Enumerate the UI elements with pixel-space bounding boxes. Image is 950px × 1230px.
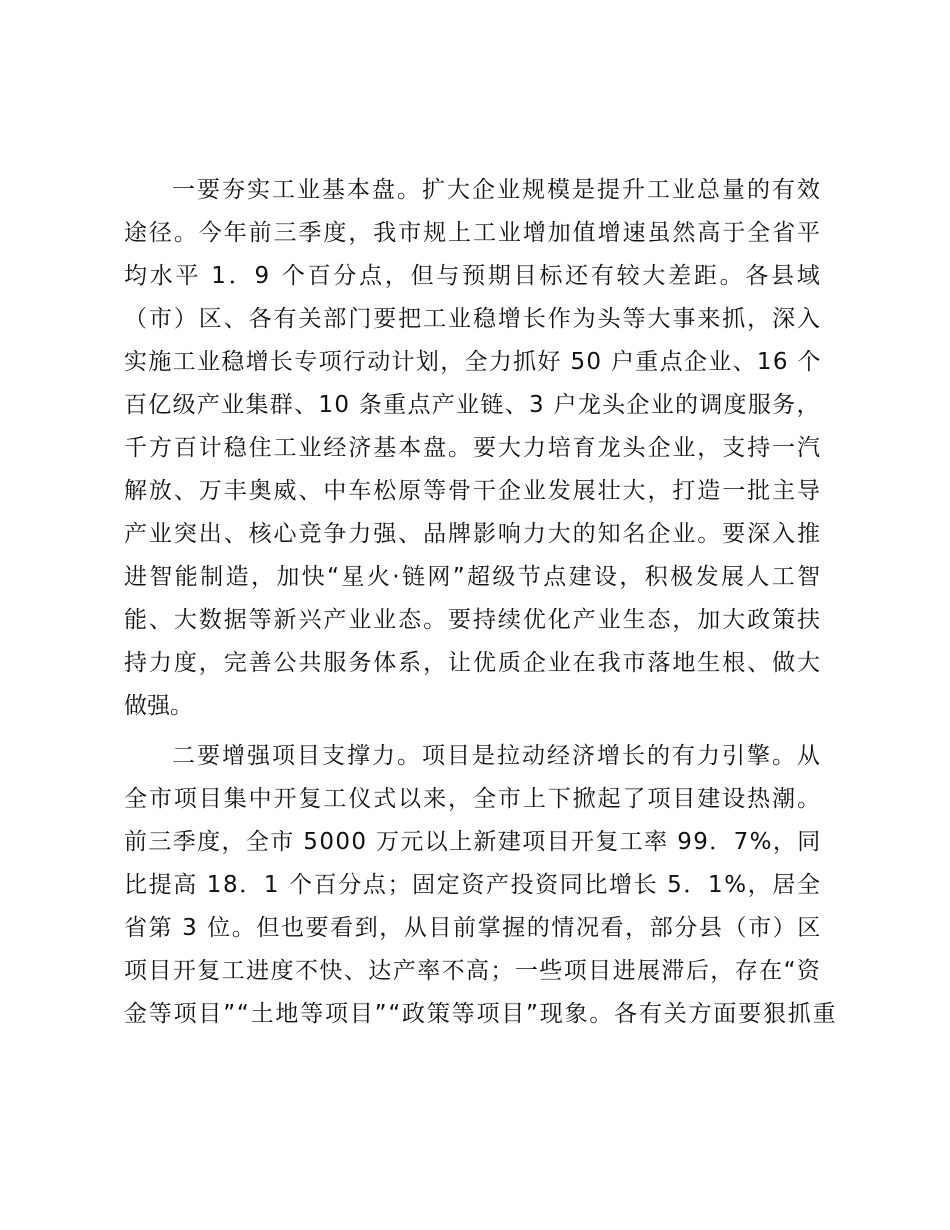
text-line: 能、大数据等新兴产业业态。要持续优化产业生态，加大政策扶 xyxy=(124,607,822,633)
text-line: 进智能制造，加快“星火·链网”超级节点建设，积极发展人工智 xyxy=(124,564,823,590)
text-line: 做强。 xyxy=(124,693,193,719)
text-line: 全市项目集中开复工仪式以来，全市上下掀起了项目建设热潮。 xyxy=(124,786,822,812)
text-line: 比提高 18．1 个百分点；固定资产投资同比增长 5．1%，居全 xyxy=(124,872,822,898)
text-line: 千方百计稳住工业经济基本盘。要大力培育龙头企业，支持一汽 xyxy=(124,435,822,461)
text-line: 实施工业稳增长专项行动计划，全力抓好 50 户重点企业、16 个 xyxy=(124,349,822,375)
text-line: 项目开复工进度不快、达产率不高；一些项目进展滞后，存在“资 xyxy=(124,958,822,984)
text-line: （市）区、各有关部门要把工业稳增长作为头等大事来抓，深入 xyxy=(124,306,822,332)
text-line: 前三季度，全市 5000 万元以上新建项目开复工率 99．7%，同 xyxy=(124,829,822,855)
text-line: 持力度，完善公共服务体系，让优质企业在我市落地生根、做大 xyxy=(124,650,822,676)
text-line: 金等项目”“土地等项目”“政策等项目”现象。各有关方面要狠抓重 xyxy=(124,1001,838,1027)
text-line: 一要夯实工业基本盘。扩大企业规模是提升工业总量的有效 xyxy=(172,177,822,203)
text-line: 百亿级产业集群、10 条重点产业链、3 户龙头企业的调度服务， xyxy=(124,392,821,418)
text-line: 途径。今年前三季度，我市规上工业增加值增速虽然高于全省平 xyxy=(124,220,822,246)
text-line: 省第 3 位。但也要看到，从目前掌握的情况看，部分县（市）区 xyxy=(124,915,822,941)
text-line: 解放、万丰奥威、中车松原等骨干企业发展壮大，打造一批主导 xyxy=(124,478,822,504)
text-line: 均水平 1．9 个百分点，但与预期目标还有较大差距。各县域 xyxy=(124,263,823,289)
text-line: 二要增强项目支撑力。项目是拉动经济增长的有力引擎。从 xyxy=(172,743,822,769)
text-line: 产业突出、核心竞争力强、品牌影响力大的知名企业。要深入推 xyxy=(124,521,822,547)
